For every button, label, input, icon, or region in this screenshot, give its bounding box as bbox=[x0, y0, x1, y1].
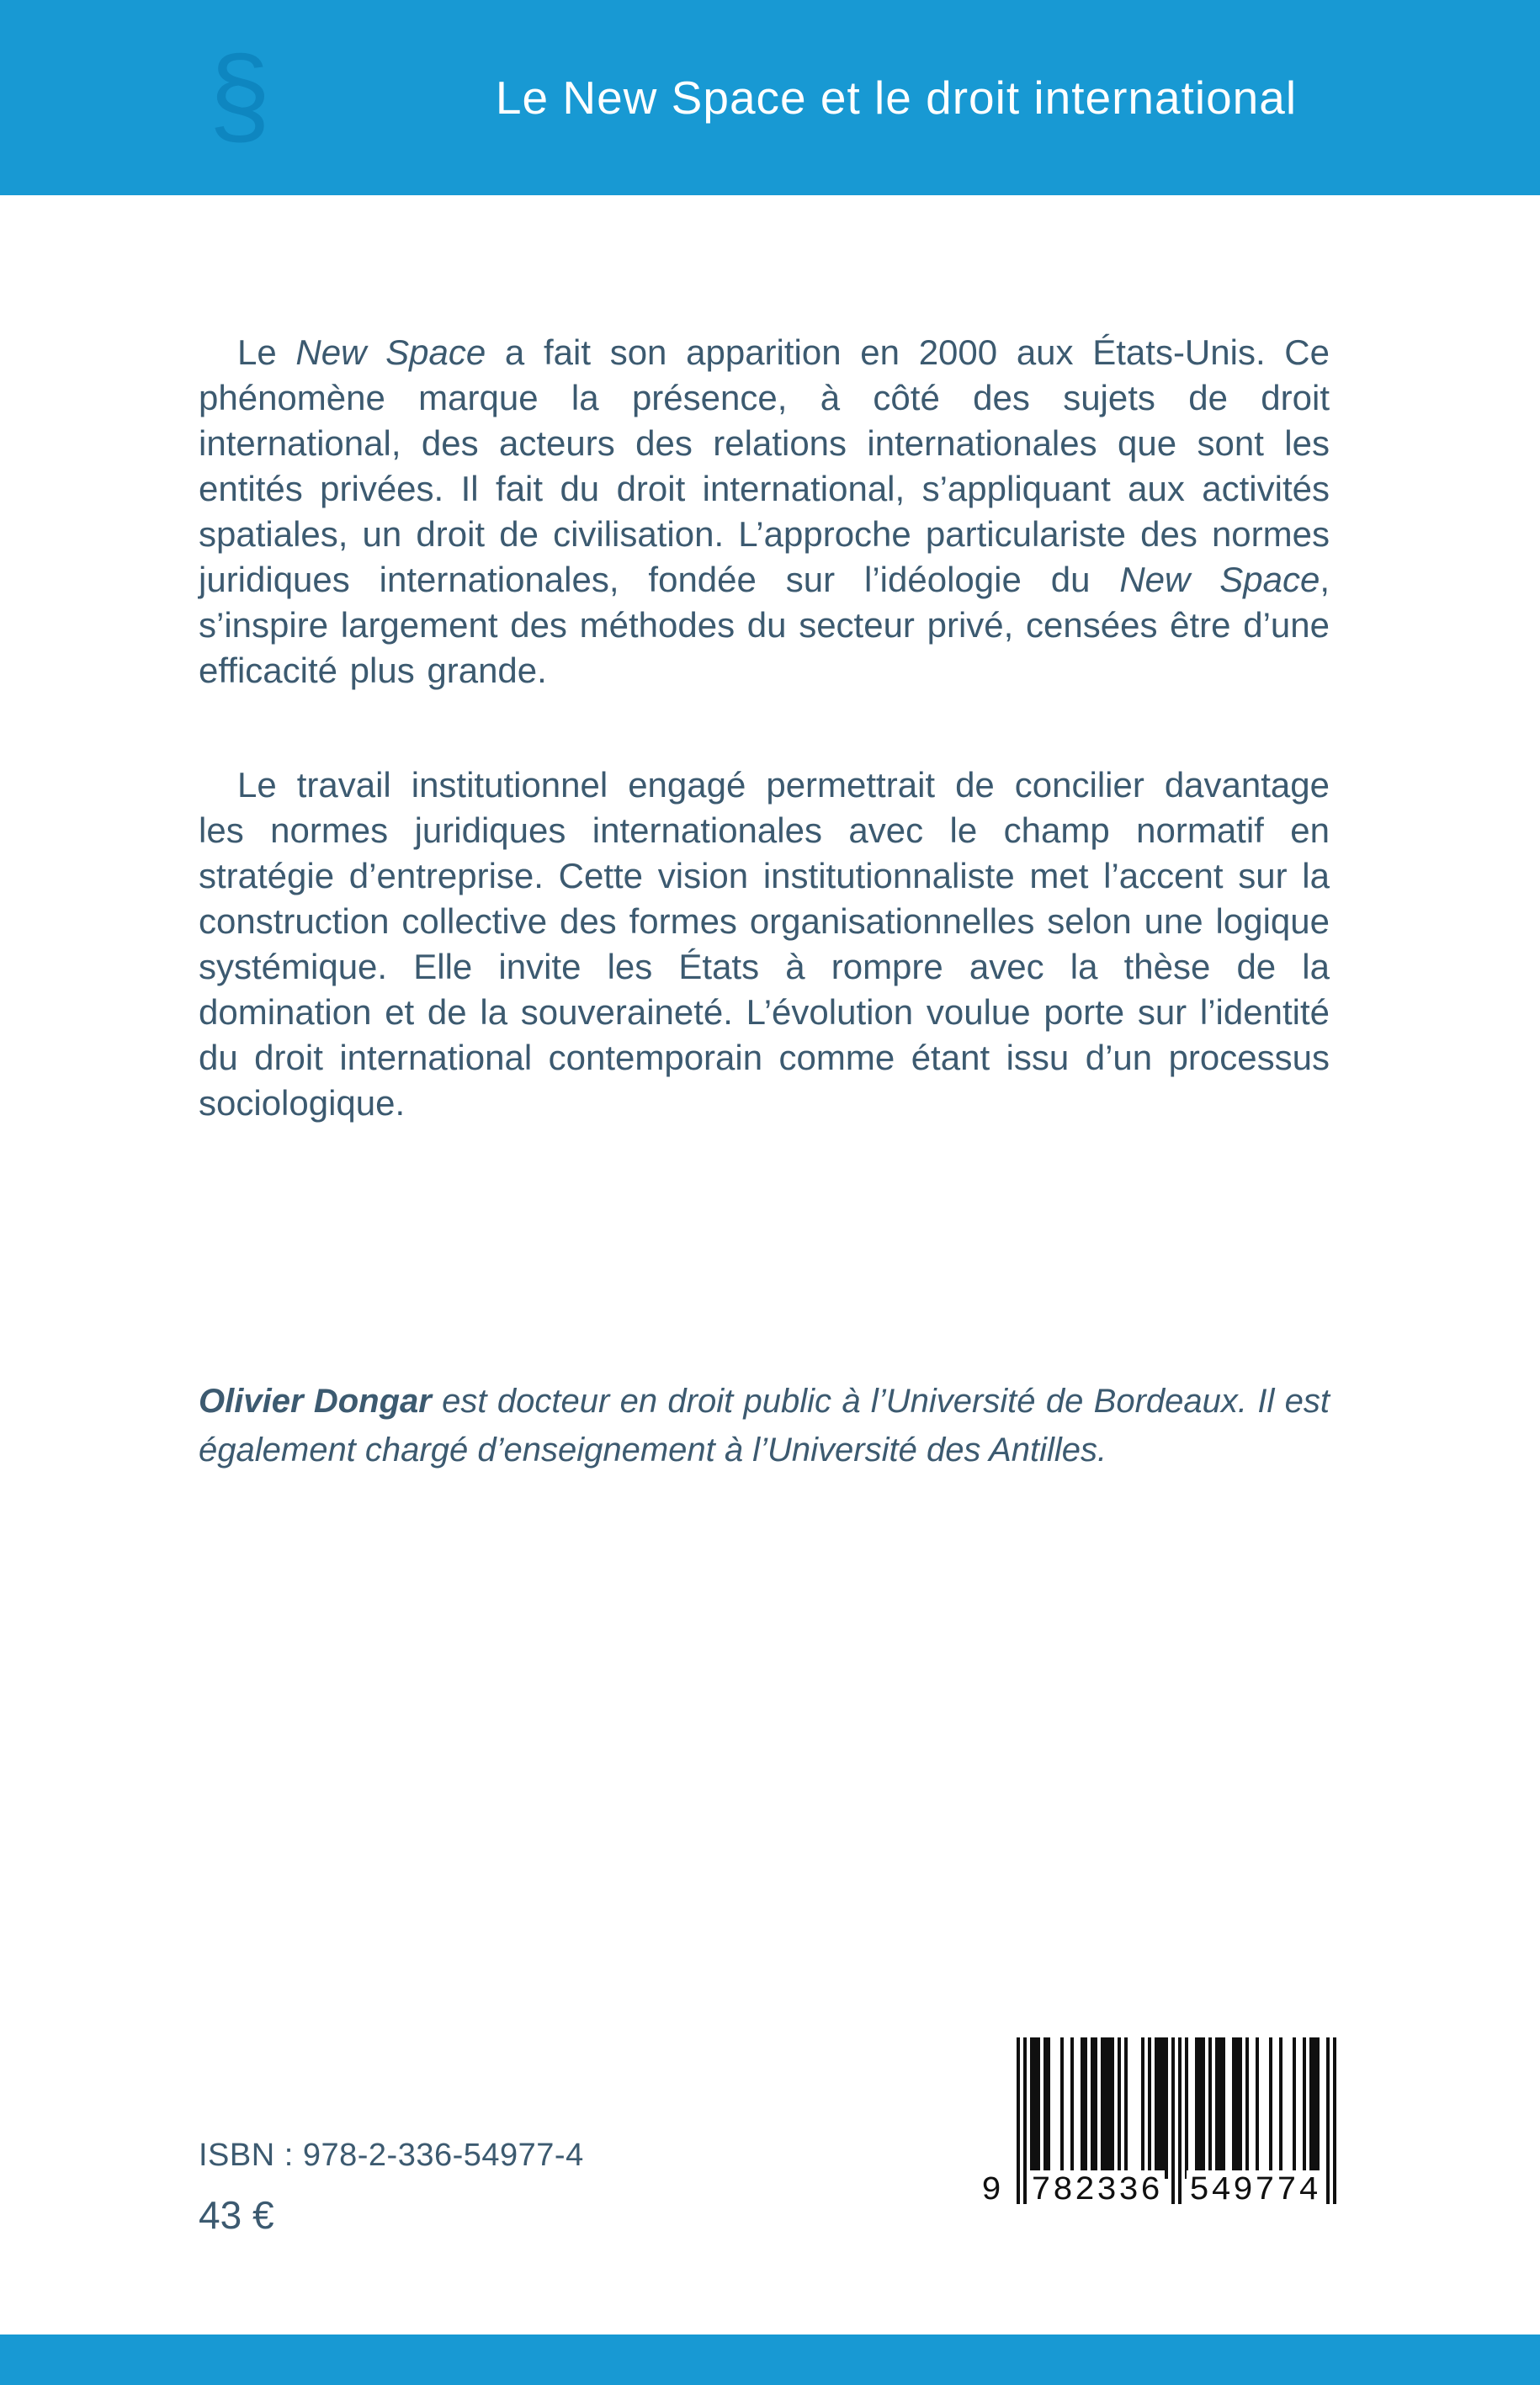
barcode-digits-group-1: 782336 bbox=[1028, 2170, 1165, 2210]
barcode-digits bbox=[980, 2170, 1367, 2212]
barcode-digits-group-2: 549774 bbox=[1187, 2170, 1323, 2210]
new-space-italic-2: New Space bbox=[1119, 560, 1320, 599]
footer-band bbox=[0, 2335, 1540, 2385]
section-symbol-icon: § bbox=[209, 33, 271, 157]
paragraph-1-lead: Le bbox=[237, 332, 296, 372]
isbn-text: ISBN : 978-2-336-54977-4 bbox=[199, 2138, 584, 2173]
new-space-italic-1: New Space bbox=[295, 332, 486, 372]
isbn-block bbox=[199, 2138, 584, 2238]
back-cover-text bbox=[199, 195, 1330, 1474]
paragraph-1-text-1: a fait son apparition en 2000 aux États-Unis. Ce phénomène marque la présence, à côté des sujets de droit international, des acteurs des relations internationales que sont les entités privées. Il fait du droit international, s’appliquant aux activités spatiales, un droit de civilisation. L’approche particulariste des normes juridiques internationales, fondée sur l’idéologie du bbox=[199, 332, 1330, 599]
paragraph-1-text-2: , s’inspire largement des méthodes du secteur privé, censées être d’une efficacité plus grande. bbox=[199, 560, 1330, 690]
author-bio bbox=[199, 1377, 1330, 1474]
book-title: Le New Space et le droit international bbox=[495, 72, 1298, 124]
author-bio-text: est docteur en droit public à l’Université de Bordeaux. Il est également chargé d’enseignement à l’Université des Antilles. bbox=[199, 1383, 1330, 1469]
price-text: 43 € bbox=[199, 2193, 274, 2237]
paragraph-2: Le travail institutionnel engagé permettrait de concilier davantage les normes juridiques internationales avec le champ normatif en stratégie d’entreprise. Cette vision institutionnaliste met l’accent sur la construction collective des formes organisationnelles selon une logique systémique. Elle invite les États à rompre avec la thèse de la domination et de la souveraineté. L’évolution voulue porte sur l’identité du droit international contemporain comme étant issu d’un processus sociologique. bbox=[199, 765, 1330, 1123]
author-name: Olivier Dongar bbox=[199, 1383, 432, 1420]
header-band bbox=[0, 0, 1540, 195]
barcode bbox=[980, 2037, 1367, 2221]
paragraph-1 bbox=[199, 330, 1330, 693]
barcode-lead-digit: 9 bbox=[981, 2172, 1002, 2210]
